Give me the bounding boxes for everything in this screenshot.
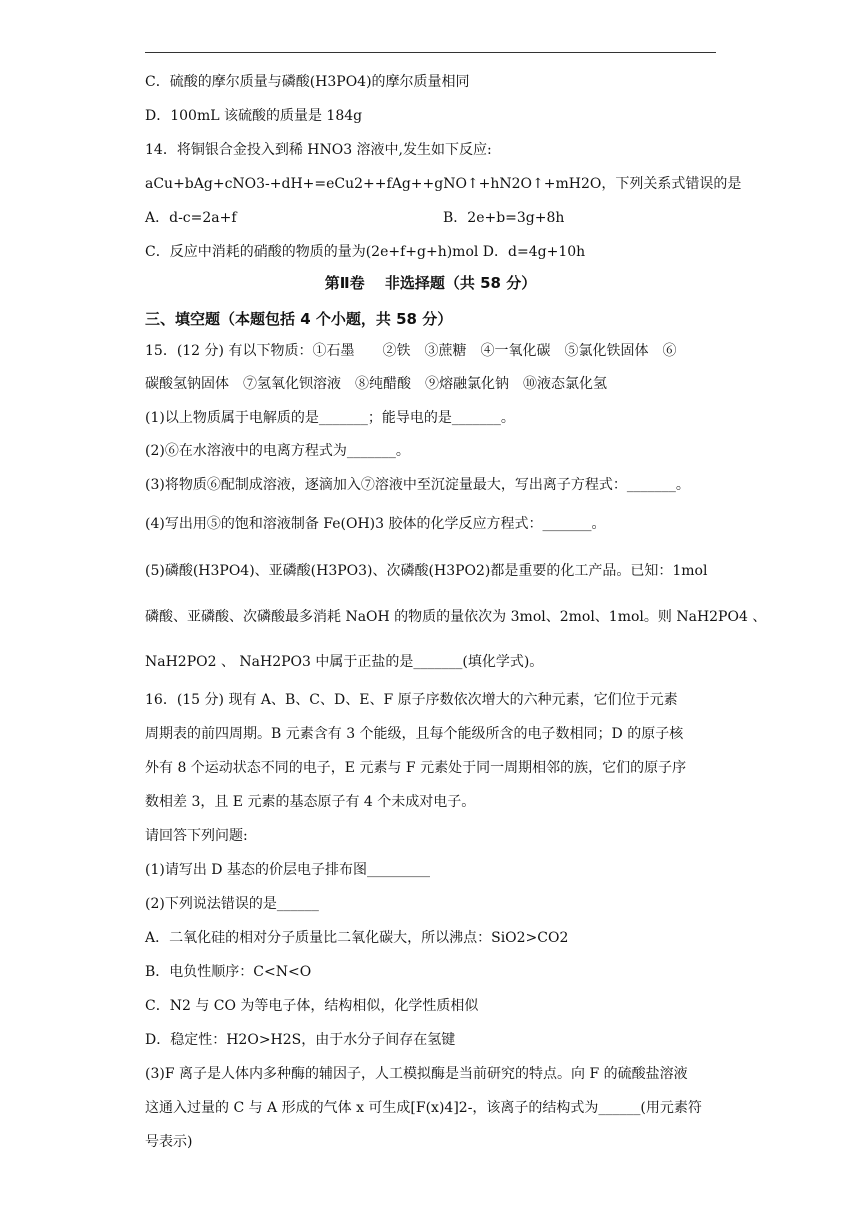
q16-sub1: (1)请写出 D 基态的价层电子排布图_________ <box>145 862 430 878</box>
header-rule <box>145 52 716 53</box>
q16-line3: 外有 8 个运动状态不同的电子，E 元素与 F 元素处于同一周期相邻的族，它们的原子序 <box>145 760 687 776</box>
q14-equation: aCu+bAg+cNO3-+dH+=eCu2++fAg++gNO↑+hN2O↑+mH2O，下列关系式错误的是 <box>145 176 742 192</box>
q16-line4: 数相差 3，且 E 元素的基态原子有 4 个未成对电子。 <box>145 794 476 810</box>
q15-line1: 15．(12 分) 有以下物质：①石墨 ②铁 ③蔗糖 ④一氧化碳 ⑤氯化铁固体 ⑥ <box>145 343 677 359</box>
q15-sub5-line2: 磷酸、亚磷酸、次磷酸最多消耗 NaOH 的物质的量依次为 3mol、2mol、1mol。则 NaH2PO4 、 <box>145 609 767 625</box>
q16-sub3-line3: 号表示) <box>145 1134 193 1150</box>
q16-option-c: C．N2 与 CO 为等电子体，结构相似，化学性质相似 <box>145 998 479 1014</box>
q16-sub2: (2)下列说法错误的是______ <box>145 896 319 912</box>
q15-sub1: (1)以上物质属于电解质的是_______；能导电的是_______。 <box>145 410 515 426</box>
q14-option-b: B．2e+b=3g+8h <box>443 210 565 226</box>
q14-option-a: A．d-c=2a+f <box>145 210 237 226</box>
q16-option-a: A．二氧化硅的相对分子质量比二氧化碳大，所以沸点：SiO2>CO2 <box>145 930 569 946</box>
q16-line1: 16．(15 分) 现有 A、B、C、D、E、F 原子序数依次增大的六种元素，它们位于元素 <box>145 692 678 708</box>
q14-stem: 14．将铜银合金投入到稀 HNO3 溶液中,发生如下反应: <box>145 142 492 158</box>
q15-sub2: (2)⑥在水溶液中的电离方程式为_______。 <box>145 443 410 459</box>
q15-sub4: (4)写出用⑤的饱和溶液制备 Fe(OH)3 胶体的化学反应方程式：_______。 <box>145 516 606 532</box>
q15-sub5-line3: NaH2PO2 、 NaH2PO3 中属于正盐的是_______(填化学式)。 <box>145 654 544 670</box>
q15-sub5-line1: (5)磷酸(H3PO4)、亚磷酸(H3PO3)、次磷酸(H3PO2)都是重要的化工产品。已知：1mol <box>145 563 708 579</box>
option-c: C．硫酸的摩尔质量与磷酸(H3PO4)的摩尔质量相同 <box>145 74 470 90</box>
q16-line2: 周期表的前四周期。B 元素含有 3 个能级，且每个能级所含的电子数相同；D 的原子核 <box>145 726 684 742</box>
part2-title: 第Ⅱ卷 非选择题（共 58 分） <box>324 274 537 292</box>
q16-prompt: 请回答下列问题: <box>145 828 248 844</box>
section3-title: 三、填空题（本题包括 4 个小题，共 58 分） <box>145 310 453 328</box>
q16-sub3-line2: 这通入过量的 C 与 A 形成的气体 x 可生成[F(x)4]2-，该离子的结构式为______(用元素符 <box>145 1100 702 1116</box>
q14-options-ab <box>145 208 716 228</box>
q16-sub3-line1: (3)F 离子是人体内多种酶的辅因子，人工模拟酶是当前研究的特点。向 F 的硫酸盐溶液 <box>145 1066 688 1082</box>
q15-sub3: (3)将物质⑥配制成溶液，逐滴加入⑦溶液中至沉淀量最大，写出离子方程式：_______。 <box>145 477 690 493</box>
q15-line2: 碳酸氢钠固体 ⑦氢氧化钡溶液 ⑧纯醋酸 ⑨熔融氯化钠 ⑩液态氯化氢 <box>145 376 607 392</box>
q16-option-d: D．稳定性：H2O>H2S，由于水分子间存在氢键 <box>145 1032 456 1048</box>
q16-option-b: B．电负性顺序：C<N<O <box>145 964 312 980</box>
option-d: D．100mL 该硫酸的质量是 184g <box>145 108 363 124</box>
q14-options-cd: C．反应中消耗的硝酸的物质的量为(2e+f+g+h)mol D．d=4g+10h <box>145 244 586 260</box>
